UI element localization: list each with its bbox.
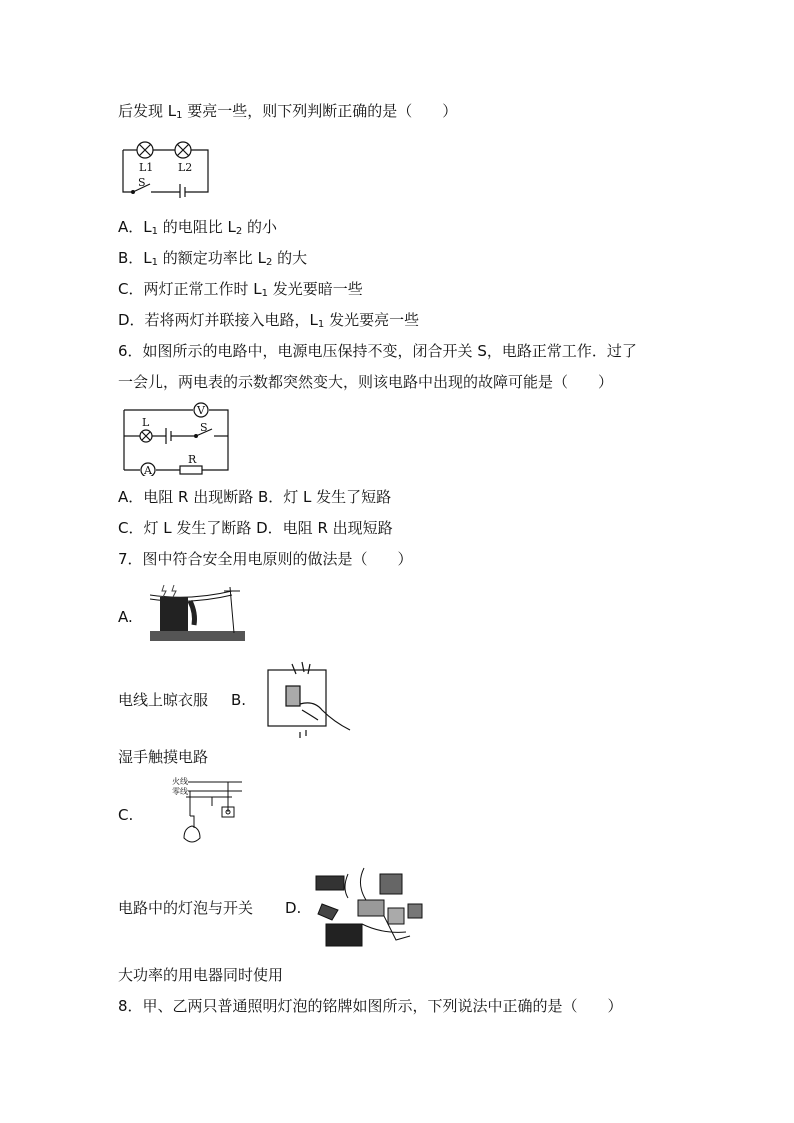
q7-option-b-letter: B.	[231, 691, 247, 709]
label-fire-wire: 火线	[172, 777, 188, 786]
q7-option-c-image	[172, 776, 242, 848]
q7-option-b-caption: 湿手触摸电路	[118, 748, 209, 766]
label-s: S	[138, 176, 146, 189]
label-a: A	[144, 464, 152, 476]
q7-stem: 7．图中符合安全用电原则的做法是（ ）	[118, 550, 413, 568]
label-l1: L1	[139, 161, 154, 174]
q6-options-row2: C．灯 L 发生了断路 D．电阻 R 出现短路	[118, 519, 393, 537]
q7-option-d-letter: D.	[285, 899, 302, 917]
resistor-r-icon	[180, 466, 202, 474]
q7-option-d-caption: 大功率的用电器同时使用	[118, 966, 284, 984]
label-neutral-wire: 零线	[172, 787, 188, 796]
q7-option-b-image	[262, 660, 352, 740]
q8-stem: 8．甲、乙两只普通照明灯泡的铭牌如图所示，下列说法中正确的是（ ）	[118, 997, 623, 1015]
battery-icon	[166, 428, 171, 444]
q5-option-a: A．$L_1$ 的电阻比 $L_2$ 的小	[118, 218, 278, 237]
q7-option-c-caption: 电路中的灯泡与开关	[118, 899, 254, 917]
q7-option-a-caption: 电线上晾衣服	[118, 691, 209, 709]
q6-stem-line1: 6．如图所示的电路中，电源电压保持不变，闭合开关 S，电路正常工作．过了	[118, 342, 637, 360]
q5-option-b: B．$L_1$ 的额定功率比 $L_2$ 的大	[118, 249, 308, 268]
q5-option-d: D．若将两灯并联接入电路，$L_1$ 发光要亮一些	[118, 311, 420, 330]
q5-stem-tail: 后发现 $L_1$ 要亮一些，则下列判断正确的是（ ）	[118, 102, 458, 121]
q7-option-d-image	[312, 864, 430, 950]
q7-option-c-letter: C.	[118, 806, 134, 824]
q6-circuit-diagram	[118, 400, 230, 476]
label-s: S	[200, 421, 208, 434]
battery-icon	[180, 184, 185, 198]
q6-stem-line2: 一会儿，两电表的示数都突然变大，则该电路中出现的故障可能是（ ）	[118, 373, 614, 391]
q5-option-c: C．两灯正常工作时 $L_1$ 发光要暗一些	[118, 280, 363, 299]
q6-options-row1: A．电阻 R 出现断路 B．灯 L 发生了短路	[118, 488, 392, 506]
label-r: R	[188, 453, 197, 466]
label-l: L	[142, 416, 150, 429]
q7-option-a-image	[150, 583, 245, 641]
q7-option-a-letter: A.	[118, 608, 133, 626]
label-v: V	[197, 404, 205, 417]
q5-circuit-diagram	[118, 134, 218, 198]
label-l2: L2	[178, 161, 193, 174]
